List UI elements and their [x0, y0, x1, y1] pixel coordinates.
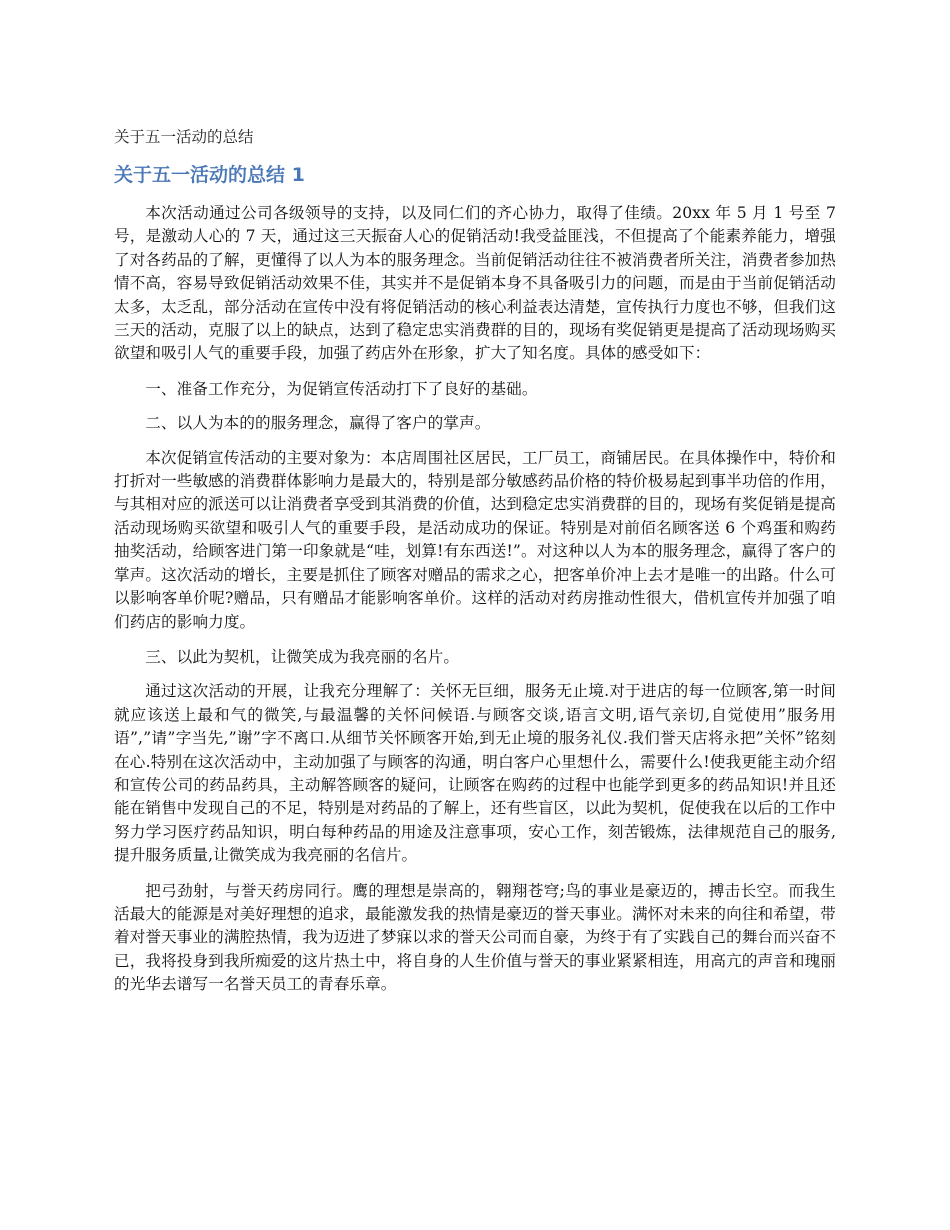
- paragraph-point-2: 二、以人为本的的服务理念，赢得了客户的掌声。: [145, 414, 491, 433]
- paragraph-point-3: 三、以此为契机，让微笑成为我亮丽的名片。: [145, 647, 460, 666]
- document-title: 关于五一活动的总结: [114, 128, 254, 146]
- paragraph-service: 通过这次活动的开展，让我充分理解了：关怀无巨细，服务无止境.对于进店的每一位顾客,第一时间就应该送上最和气的微笑,与最温馨的关怀问候语.与顾客交谈,语言文明,语气亲切,自觉使用”服务用语”,”请”字当先,”谢”字不离口.从细节关怀顾客开始,到无止境的服务礼仪.我们誉天店将永把”关怀”铭刻在心.特别在这次活动中，主动加强了与顾客的沟通，明白客户心里想什么，需要什么!使我更能主动介绍和宣传公司的药品药具，主动解答顾客的疑问，让顾客在购药的过程中也能学到更多的药品知识!并且还能在销售中发现自己的不足，特别是对药品的了解上，还有些盲区，以此为契机，促使我在以后的工作中努力学习医疗药品知识，明白每种药品的用途及注意事项，安心工作，刻苦锻炼，法律规范自己的服务,提升服务质量,让微笑成为我亮丽的名信片。: [114, 682, 836, 865]
- paragraph-point-1: 一、准备工作充分，为促销宣传活动打下了良好的基础。: [145, 379, 538, 398]
- paragraph-intro: 本次活动通过公司各级领导的支持，以及同仁们的齐心协力，取得了佳绩。20xx 年 5 月 1 号至 7 号，是激动人心的 7 天，通过这三天振奋人心的促销活动!我受益匪浅，不但提高了个能素养能力，增强了对各药品的了解，更懂得了以人为本的服务理念。当前促销活动往往不被消费者所关注，消费者参加热情不高，容易导致促销活动效果不佳，其实并不是促销本身不具备吸引力的问题，而是由于当前促销活动太多，太乏乱，部分活动在宣传中没有将促销活动的核心利益表达清楚，宣传执行力度也不够，但我们这三天的活动，克服了以上的缺点，达到了稳定忠实消费群的目的，现场有奖促销更是提高了活动现场购买欲望和吸引人气的重要手段，加强了药店外在形象，扩大了知名度。具体的感受如下：: [114, 204, 836, 363]
- paragraph-promotion: 本次促销宣传活动的主要对象为：本店周围社区居民，工厂员工，商铺居民。在具体操作中，特价和打折对一些敏感的消费群体影响力是最大的，特别是部分敏感药品价格的特价极易起到事半功倍的作用，与其相对应的派送可以让消费者享受到其消费的价值，达到稳定忠实消费群的目的，现场有奖促销是提高活动现场购买欲望和吸引人气的重要手段，是活动成功的保证。特别是对前佰名顾客送 6 个鸡蛋和购药抽奖活动，给顾客进门第一印象就是“哇，划算!有东西送!”。对这种以人为本的服务理念，赢得了客户的掌声。这次活动的增长，主要是抓住了顾客对赠品的需求之心，把客单价冲上去才是唯一的出路。什么可以影响客单价呢?赠品，只有赠品才能影响客单价。这样的活动对药房推动性很大，借机宣传并加强了咱们药店的影响力度。: [114, 448, 836, 631]
- document-page: [114, 126, 836, 1009]
- section-heading: 关于五一活动的总结 1: [114, 164, 305, 186]
- paragraph-closing: 把弓劲射，与誉天药房同行。鹰的理想是崇高的，翱翔苍穹;鸟的事业是豪迈的，搏击长空。而我生活最大的能源是对美好理想的追求，最能激发我的热情是豪迈的誉天事业。满怀对未来的向往和希望，带着对誉天事业的满腔热情，我为迈进了梦寐以求的誉天公司而自豪，为终于有了实践自己的舞台而兴奋不已，我将投身到我所痴爱的这片热土中，将自身的人生价值与誉天的事业紧紧相连，用高亢的声音和瑰丽的光华去谱写一名誉天员工的青春乐章。: [114, 881, 836, 994]
